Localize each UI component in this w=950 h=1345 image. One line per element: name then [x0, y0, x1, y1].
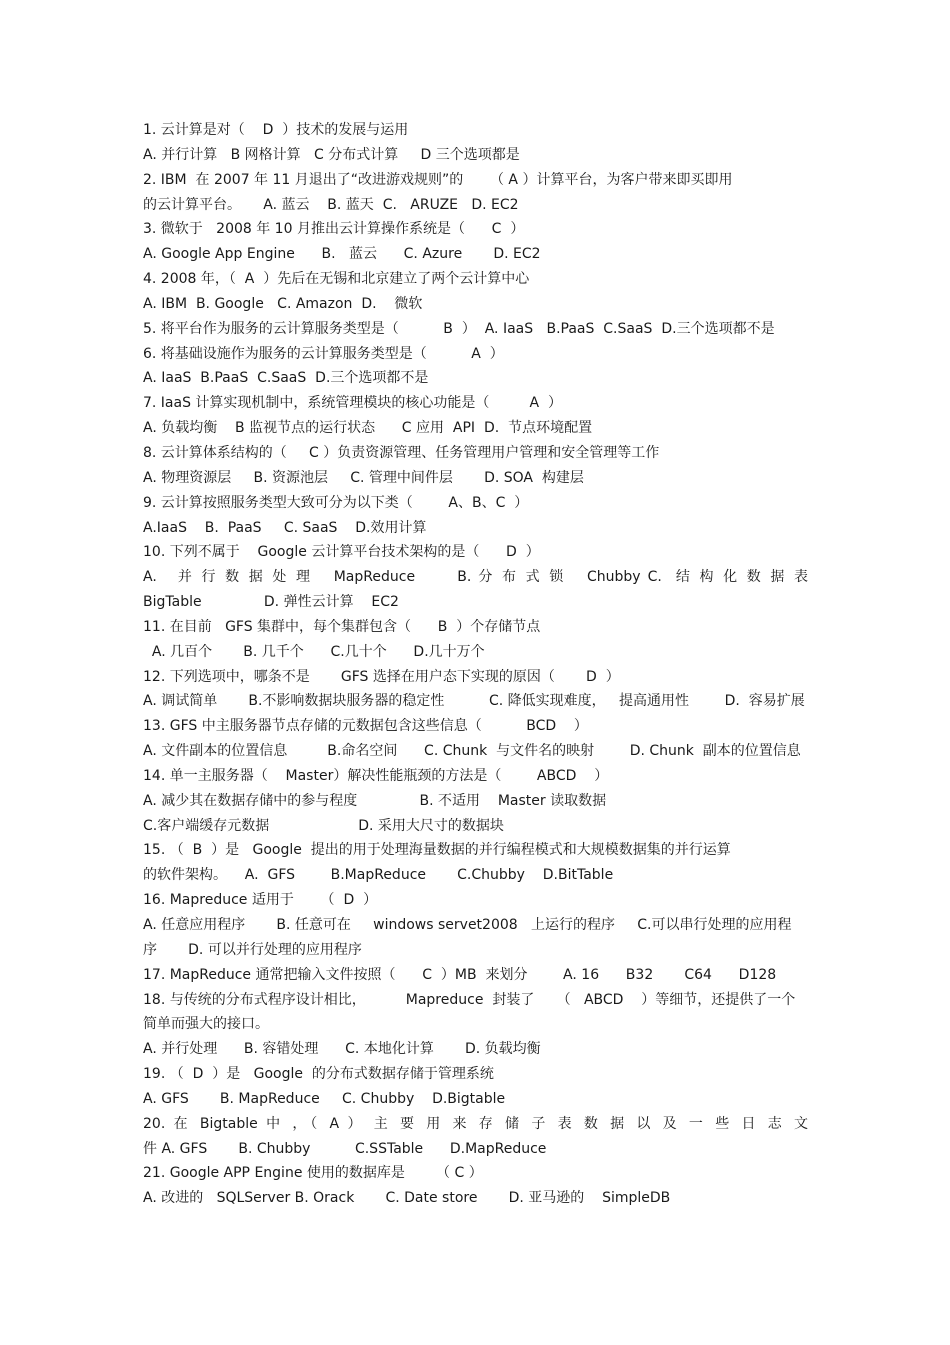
- text-line: 件 A. GFS B. Chubby C.SSTable D.MapReduce: [143, 1140, 547, 1157]
- text-line: A. IBM B. Google C. Amazon D. 微软: [143, 295, 423, 312]
- text-line: A. IaaS B.PaaS C.SaaS D.三个选项都不是: [143, 370, 429, 387]
- text-line: 18. 与传统的分布式程序设计相比， Mapreduce 封装了 （ ABCD ）等细节，还提供了一个: [143, 991, 796, 1008]
- text-line: 11. 在目前 GFS 集群中，每个集群包含（ B ）个存储节点: [143, 618, 541, 635]
- text-line: 序 D. 可以并行处理的应用程序: [143, 941, 362, 958]
- text-line: A. GFS B. MapReduce C. Chubby D.Bigtable: [143, 1090, 506, 1107]
- text-line: 19. （ D ）是 Google 的分布式数据存储于管理系统: [143, 1066, 494, 1083]
- text-line: 7. IaaS 计算实现机制中，系统管理模块的核心功能是（ A ）: [143, 395, 562, 412]
- text-line: A. 减少其在数据存储中的参与程度 B. 不适用 Master 读取数据: [143, 792, 607, 809]
- text-line: 9. 云计算按照服务类型大致可分为以下类（ A、B、C ）: [143, 494, 529, 511]
- text-line: 5. 将平台作为服务的云计算服务类型是（ B ） A. IaaS B.PaaS C.SaaS D.三个选项都不是: [143, 320, 775, 337]
- text-line: A. Google App Engine B. 蓝云 C. Azure D. EC2: [143, 246, 541, 263]
- text-line: 21. Google APP Engine 使用的数据库是 （ C ）: [143, 1165, 483, 1182]
- text-line: 4. 2008 年，（ A ）先后在无锡和北京建立了两个云计算中心: [143, 271, 530, 288]
- question-list: [143, 118, 808, 1211]
- text-line: A. 任意应用程序 B. 任意可在 windows servet2008 上运行的程序 C.可以串行处理的应用程: [143, 917, 792, 933]
- text-line: 16. Mapreduce 适用于 （ D ）: [143, 892, 378, 909]
- text-line: A. 文件副本的位置信息 B.命名空间 C. Chunk 与文件名的映射 D. Chunk 副本的位置信息: [143, 743, 801, 760]
- text-line: A. 负载均衡 B 监视节点的运行状态 C 应用 API D. 节点环境配置: [143, 420, 593, 437]
- text-line: A. 并行计算 B 网格计算 C 分布式计算 D 三个选项都是: [143, 146, 520, 163]
- text-line: A. 改进的 SQLServer B. Orack C. Date store D. 亚马逊的 SimpleDB: [143, 1190, 671, 1207]
- text-line: 20. 在 Bigtable 中 ，（ A ） 主 要 用 来 存 储 子 表 数 据 以 及 一 些 日 志 文: [143, 1115, 808, 1132]
- text-line: 的软件架构。 A. GFS B.MapReduce C.Chubby D.BitTable: [143, 867, 614, 884]
- text-line: 3. 微软于 2008 年 10 月推出云计算操作系统是（ C ）: [143, 221, 525, 238]
- text-line: C.客户端缓存元数据 D. 采用大尺寸的数据块: [143, 817, 504, 834]
- text-line: A.IaaS B. PaaS C. SaaS D.效用计算: [143, 519, 427, 536]
- text-line: 13. GFS 中主服务器节点存储的元数据包含这些信息（ BCD ）: [143, 718, 588, 735]
- text-line: 的云计算平台。 A. 蓝云 B. 蓝天 C. ARUZE D. EC2: [143, 196, 519, 213]
- text-line: 14. 单一主服务器（ Master）解决性能瓶颈的方法是（ ABCD ）: [143, 767, 609, 784]
- text-line: 8. 云计算体系结构的（ C ）负责资源管理、任务管理用户管理和安全管理等工作: [143, 444, 660, 461]
- text-line: A. 并 行 数 据 处 理 MapReduce B. 分 布 式 锁 Chubby C. 结 构 化 数 据 表: [143, 569, 808, 586]
- text-line: 10. 下列不属于 Google 云计算平台技术架构的是（ D ）: [143, 544, 540, 561]
- text-line: 12. 下列选项中，哪条不是 GFS 选择在用户态下实现的原因（ D ）: [143, 668, 620, 685]
- text-line: A. 调试简单 B.不影响数据块服务器的稳定性 C. 降低实现难度， 提高通用性 D. 容易扩展: [143, 693, 805, 710]
- text-line: 17. MapReduce 通常把输入文件按照（ C ）MB 来划分 A. 16 B32 C64 D128: [143, 966, 777, 983]
- text-line: BigTable D. 弹性云计算 EC2: [143, 594, 399, 611]
- text-line: A. 并行处理 B. 容错处理 C. 本地化计算 D. 负载均衡: [143, 1041, 541, 1058]
- text-line: 2. IBM 在 2007 年 11 月退出了“改进游戏规则”的 （ A ）计算平台，为客户带来即买即用: [143, 171, 733, 188]
- text-line: 15. （ B ）是 Google 提出的用于处理海量数据的并行编程模式和大规模数据集的并行运算: [143, 842, 731, 859]
- text-line: A. 物理资源层 B. 资源池层 C. 管理中间件层 D. SOA 构建层: [143, 469, 584, 486]
- text-line: 简单而强大的接口。: [143, 1016, 269, 1033]
- text-line: A. 几百个 B. 几千个 C.几十个 D.几十万个: [143, 643, 485, 660]
- text-line: 6. 将基础设施作为服务的云计算服务类型是（ A ）: [143, 345, 504, 362]
- text-line: 1. 云计算是对（ D ）技术的发展与运用: [143, 122, 409, 138]
